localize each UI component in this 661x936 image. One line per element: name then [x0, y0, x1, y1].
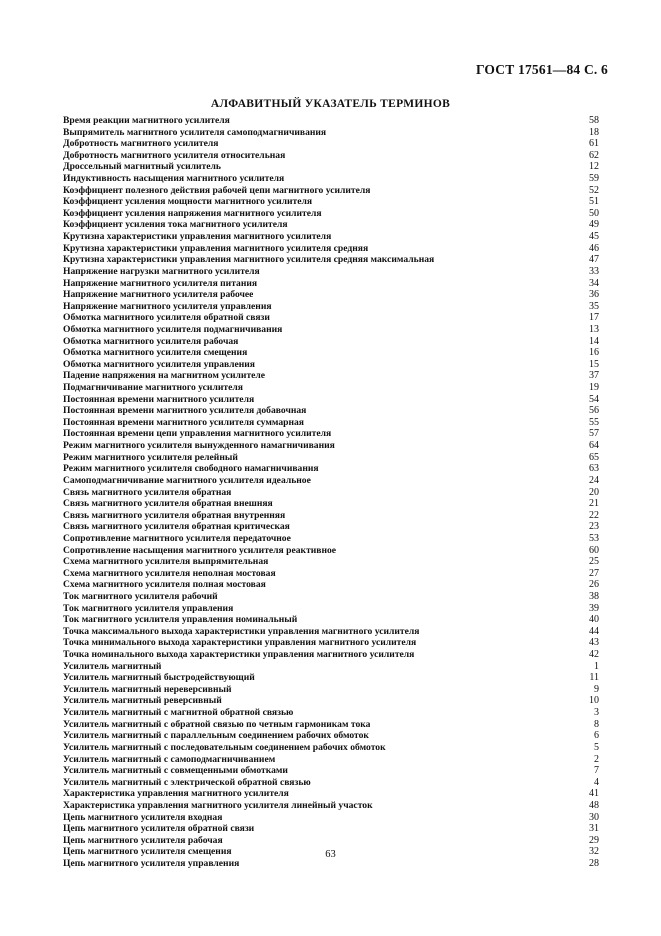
index-entry: [63, 637, 599, 649]
index-term: Самоподмагничивание магнитного усилителя идеальное: [63, 474, 311, 486]
index-page-number: 60: [589, 544, 599, 556]
index-term: Цепь магнитного усилителя смещения: [63, 846, 232, 858]
index-term: Точка минимального выхода характеристики управления магнитного усилителя: [63, 637, 417, 649]
index-entry: [63, 649, 599, 661]
index-entry: [63, 417, 599, 429]
index-page-number: 14: [589, 335, 599, 347]
index-page-number: 26: [589, 579, 599, 591]
index-term: Усилитель магнитный с обратной связью по четным гармоникам тока: [63, 718, 371, 730]
index-term: Цепь магнитного усилителя управления: [63, 858, 240, 869]
index-entry: [63, 347, 599, 359]
index-entry: [63, 626, 599, 638]
index-term: Напряжение магнитного усилителя рабочее: [63, 289, 254, 301]
index-entry: [63, 614, 599, 626]
index-entry: [63, 661, 599, 673]
index-term: Схема магнитного усилителя неполная мостовая: [63, 567, 276, 579]
index-term: Цепь магнитного усилителя входная: [63, 811, 223, 823]
index-entry: [63, 835, 599, 847]
index-entry: [63, 754, 599, 766]
index-term: Усилитель магнитный с совмещенными обмотками: [63, 765, 288, 777]
index-page-number: 30: [589, 811, 599, 823]
index-term: Усилитель магнитный с последовательным соединением рабочих обмоток: [63, 741, 386, 753]
index-entry: [63, 150, 599, 162]
index-page-number: 50: [589, 207, 599, 219]
index-entry: [63, 765, 599, 777]
index-term: Постоянная времени цепи управления магнитного усилителя: [63, 428, 332, 440]
term-index-list: [63, 115, 599, 870]
index-term: Коэффициент усиления напряжения магнитного усилителя: [63, 207, 322, 219]
index-term: Постоянная времени магнитного усилителя суммарная: [63, 416, 304, 428]
page-number-footer: 63: [325, 849, 336, 860]
index-entry: [63, 475, 599, 487]
index-page-number: 8: [594, 718, 599, 730]
index-term: Точка номинального выхода характеристики управления магнитного усилителя: [63, 649, 415, 661]
index-page-number: 44: [589, 625, 599, 637]
index-page-number: 17: [589, 312, 599, 324]
index-entry: [63, 498, 599, 510]
index-term: Характеристика управления магнитного усилителя линейный участок: [63, 799, 373, 811]
index-entry: [63, 521, 599, 533]
index-page-number: 6: [594, 730, 599, 742]
index-page-number: 61: [589, 138, 599, 150]
index-entry: [63, 370, 599, 382]
index-entry: [63, 161, 599, 173]
index-page-number: 34: [589, 277, 599, 289]
index-page-number: 57: [589, 428, 599, 440]
index-entry: [63, 359, 599, 371]
index-entry: [63, 545, 599, 557]
index-term: Характеристика управления магнитного усилителя: [63, 788, 289, 800]
index-page-number: 39: [589, 602, 599, 614]
index-page-number: 49: [589, 219, 599, 231]
index-page-number: 21: [589, 498, 599, 510]
index-term: Ток магнитного усилителя управления номинальный: [63, 614, 298, 626]
index-page-number: 29: [589, 834, 599, 846]
index-entry: [63, 463, 599, 475]
index-term: Коэффициент полезного действия рабочей цепи магнитного усилителя: [63, 184, 371, 196]
index-term: Постоянная времени магнитного усилителя: [63, 393, 255, 405]
index-term: Ток магнитного усилителя рабочий: [63, 590, 218, 602]
index-term: Выпрямитель магнитного усилителя самоподмагничивания: [63, 126, 327, 138]
index-page-number: 3: [594, 707, 599, 719]
index-entry: [63, 254, 599, 266]
index-page-number: 38: [589, 590, 599, 602]
index-entry: [63, 452, 599, 464]
index-term: Крутизна характеристики управления магнитного усилителя средняя: [63, 242, 369, 254]
index-entry: [63, 719, 599, 731]
index-page-number: 4: [594, 776, 599, 788]
index-page-number: 12: [589, 161, 599, 173]
index-entry: [63, 591, 599, 603]
index-entry: [63, 278, 599, 290]
index-page-number: 46: [589, 242, 599, 254]
index-entry: [63, 556, 599, 568]
index-entry: [63, 301, 599, 313]
index-page-number: 13: [589, 323, 599, 335]
index-entry: [63, 115, 599, 127]
index-page-number: 24: [589, 474, 599, 486]
index-entry: [63, 138, 599, 150]
index-term: Дроссельный магнитный усилитель: [63, 161, 221, 173]
index-page-number: 20: [589, 486, 599, 498]
index-page-number: 18: [589, 126, 599, 138]
index-term: Усилитель магнитный с электрической обратной связью: [63, 776, 311, 788]
index-page-number: 55: [589, 416, 599, 428]
index-page-number: 37: [589, 370, 599, 382]
index-page-number: 47: [589, 254, 599, 266]
index-entry: [63, 208, 599, 220]
index-term: Обмотка магнитного усилителя управления: [63, 358, 256, 370]
index-page-number: 19: [589, 382, 599, 394]
index-term: Постоянная времени магнитного усилителя добавочная: [63, 405, 307, 417]
index-entry: [63, 219, 599, 231]
index-page-number: 43: [589, 637, 599, 649]
index-term: Ток магнитного усилителя управления: [63, 602, 234, 614]
index-page-number: 5: [594, 741, 599, 753]
index-entry: [63, 730, 599, 742]
index-page-number: 41: [589, 788, 599, 800]
index-page-number: 36: [589, 289, 599, 301]
index-entry: [63, 568, 599, 580]
index-page-number: 48: [589, 799, 599, 811]
index-page-number: 16: [589, 347, 599, 359]
index-entry: [63, 823, 599, 835]
index-page-number: 64: [589, 440, 599, 452]
index-term: Усилитель магнитный реверсивный: [63, 695, 222, 707]
index-page-number: 32: [589, 846, 599, 858]
index-entry: [63, 695, 599, 707]
index-entry: [63, 812, 599, 824]
index-term: Цепь магнитного усилителя обратной связи: [63, 823, 255, 835]
index-entry: [63, 579, 599, 591]
index-entry: [63, 382, 599, 394]
index-page-number: 54: [589, 393, 599, 405]
index-term: Коэффициент усиления мощности магнитного усилителя: [63, 196, 313, 208]
index-entry: [63, 800, 599, 812]
index-term: Падение напряжения на магнитном усилителе: [63, 370, 266, 382]
index-entry: [63, 603, 599, 615]
index-term: Напряжение нагрузки магнитного усилителя: [63, 265, 260, 277]
index-entry: [63, 243, 599, 255]
index-page-number: 31: [589, 823, 599, 835]
index-entry: [63, 405, 599, 417]
index-term: Связь магнитного усилителя обратная критическая: [63, 521, 290, 533]
index-term: Усилитель магнитный с параллельным соединением рабочих обмоток: [63, 730, 369, 742]
index-term: Индуктивность насыщения магнитного усилителя: [63, 173, 285, 185]
index-entry: [63, 788, 599, 800]
index-entry: [63, 336, 599, 348]
index-term: Режим магнитного усилителя вынужденного намагничивания: [63, 440, 335, 452]
index-page-number: 42: [589, 649, 599, 661]
index-term: Обмотка магнитного усилителя рабочая: [63, 335, 239, 347]
index-page-number: 53: [589, 532, 599, 544]
index-page-number: 7: [594, 765, 599, 777]
index-page-number: 15: [589, 358, 599, 370]
index-term: Цепь магнитного усилителя рабочая: [63, 834, 223, 846]
index-term: Усилитель магнитный с самоподмагничиванием: [63, 753, 276, 765]
page-title: АЛФАВИТНЫЙ УКАЗАТЕЛЬ ТЕРМИНОВ: [210, 98, 451, 110]
index-page-number: 33: [589, 265, 599, 277]
index-page-number: 1: [594, 660, 599, 672]
index-entry: [63, 289, 599, 301]
index-entry: [63, 428, 599, 440]
index-entry: [63, 127, 599, 139]
index-page-number: 56: [589, 405, 599, 417]
index-page-number: 65: [589, 451, 599, 463]
index-term: Усилитель магнитный нереверсивный: [63, 683, 232, 695]
index-page-number: 11: [589, 672, 599, 684]
index-page-number: 22: [589, 509, 599, 521]
index-entry: [63, 312, 599, 324]
index-entry: [63, 742, 599, 754]
index-page-number: 27: [589, 567, 599, 579]
index-term: Сопротивление насыщения магнитного усилителя реактивное: [63, 544, 337, 556]
index-term: Напряжение магнитного усилителя питания: [63, 277, 258, 289]
index-entry: [63, 394, 599, 406]
index-page-number: 10: [589, 695, 599, 707]
index-term: Напряжение магнитного усилителя управления: [63, 300, 272, 312]
index-term: Добротность магнитного усилителя: [63, 138, 219, 150]
index-term: Схема магнитного усилителя выпрямительная: [63, 556, 269, 568]
index-entry: [63, 707, 599, 719]
index-term: Обмотка магнитного усилителя обратной связи: [63, 312, 270, 324]
index-term: Время реакции магнитного усилителя: [63, 115, 230, 126]
index-term: Связь магнитного усилителя обратная внутренняя: [63, 509, 286, 521]
index-term: Обмотка магнитного усилителя подмагничивания: [63, 323, 283, 335]
index-term: Обмотка магнитного усилителя смещения: [63, 347, 248, 359]
index-page-number: 63: [589, 463, 599, 475]
index-term: Добротность магнитного усилителя относительная: [63, 149, 286, 161]
index-entry: [63, 777, 599, 789]
index-page-number: 45: [589, 231, 599, 243]
index-entry: [63, 231, 599, 243]
index-entry: [63, 440, 599, 452]
index-page-number: 28: [589, 858, 599, 869]
index-term: Режим магнитного усилителя релейный: [63, 451, 238, 463]
index-entry: [63, 672, 599, 684]
index-page-number: 58: [589, 115, 599, 126]
index-term: Усилитель магнитный: [63, 660, 162, 672]
index-term: Точка максимального выхода характеристики управления магнитного усилителя: [63, 625, 420, 637]
index-page-number: 51: [589, 196, 599, 208]
index-term: Схема магнитного усилителя полная мостовая: [63, 579, 266, 591]
index-term: Сопротивление магнитного усилителя передаточное: [63, 532, 291, 544]
index-term: Связь магнитного усилителя обратная внешняя: [63, 498, 273, 510]
index-page-number: 9: [594, 683, 599, 695]
index-entry: [63, 266, 599, 278]
document-code-header: ГОСТ 17561—84 С. 6: [475, 62, 608, 77]
index-page-number: 25: [589, 556, 599, 568]
index-page-number: 40: [589, 614, 599, 626]
index-entry: [63, 684, 599, 696]
index-page-number: 35: [589, 300, 599, 312]
index-term: Подмагничивание магнитного усилителя: [63, 382, 243, 394]
index-entry: [63, 196, 599, 208]
index-term: Крутизна характеристики управления магнитного усилителя средняя максимальная: [63, 254, 435, 266]
index-term: Режим магнитного усилителя свободного намагничивания: [63, 463, 319, 475]
index-page-number: 59: [589, 173, 599, 185]
index-entry: [63, 487, 599, 499]
index-page-number: 52: [589, 184, 599, 196]
index-page-number: 62: [589, 149, 599, 161]
index-page-number: 23: [589, 521, 599, 533]
index-term: Усилитель магнитный быстродействующий: [63, 672, 255, 684]
index-term: Крутизна характеристики управления магнитного усилителя: [63, 231, 332, 243]
index-term: Усилитель магнитный с магнитной обратной связью: [63, 707, 294, 719]
index-entry: [63, 533, 599, 545]
index-entry: [63, 510, 599, 522]
index-term: Коэффициент усиления тока магнитного усилителя: [63, 219, 288, 231]
index-page-number: 2: [594, 753, 599, 765]
index-entry: [63, 173, 599, 185]
index-term: Связь магнитного усилителя обратная: [63, 486, 232, 498]
index-entry: [63, 185, 599, 197]
index-entry: [63, 324, 599, 336]
